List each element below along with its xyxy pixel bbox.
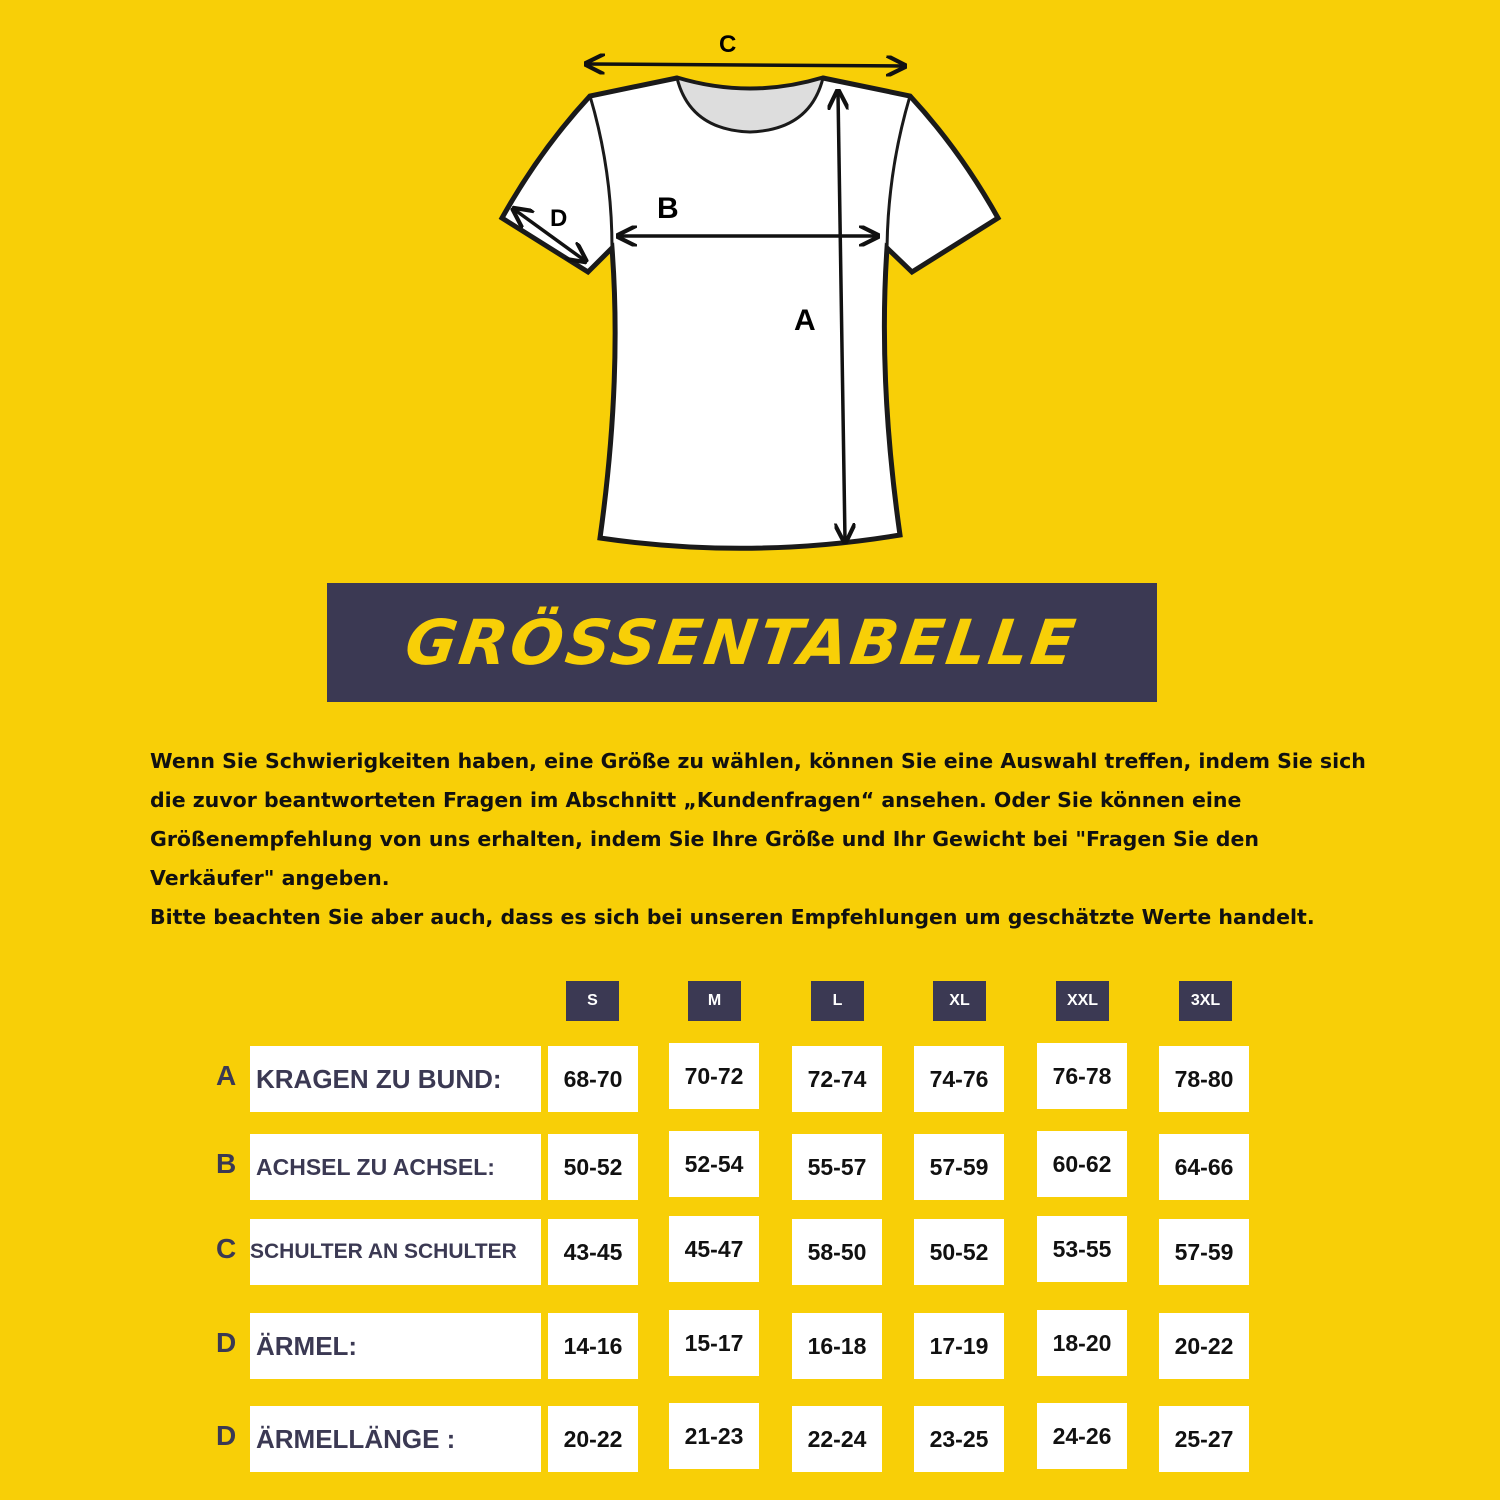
size-header-xl: XL [933, 981, 986, 1021]
table-cell: 57-59 [1159, 1219, 1249, 1285]
table-cell: 50-52 [914, 1219, 1004, 1285]
size-header-xxl: XXL [1056, 981, 1109, 1021]
table-cell: 18-20 [1037, 1310, 1127, 1376]
table-cell: 57-59 [914, 1134, 1004, 1200]
size-header-l: L [811, 981, 864, 1021]
page-title: GRÖSSENTABELLE [401, 606, 1083, 679]
table-cell: 78-80 [1159, 1046, 1249, 1112]
table-cell: 25-27 [1159, 1406, 1249, 1472]
arrow-c [588, 64, 903, 66]
table-cell: 16-18 [792, 1313, 882, 1379]
row-letter: A [216, 1060, 237, 1091]
row-letter: C [216, 1233, 237, 1264]
table-cell: 70-72 [669, 1043, 759, 1109]
table-cell: 20-22 [1159, 1313, 1249, 1379]
table-cell: 58-50 [792, 1219, 882, 1285]
label-a: A [794, 304, 816, 337]
table-cell: 55-57 [792, 1134, 882, 1200]
table-cell: 23-25 [914, 1406, 1004, 1472]
size-header-s: S [566, 981, 619, 1021]
row-letter: D [216, 1420, 237, 1451]
table-cell: 60-62 [1037, 1131, 1127, 1197]
table-cell: 76-78 [1037, 1043, 1127, 1109]
row-label: SCHULTER AN SCHULTER [250, 1219, 541, 1285]
row-label: ÄRMELLÄNGE : [250, 1406, 541, 1472]
label-c: C [719, 31, 737, 58]
table-cell: 64-66 [1159, 1134, 1249, 1200]
row-label: KRAGEN ZU BUND: [250, 1046, 541, 1112]
size-header-3xl: 3XL [1179, 981, 1232, 1021]
row-letter: D [216, 1327, 237, 1358]
intro-paragraph-1: Wenn Sie Schwierigkeiten haben, eine Größe zu wählen, können Sie eine Auswahl treffen, indem Sie sich die zuvor beantworteten Fragen im Abschnitt „Kundenfragen“ ansehen. Oder Sie können eine Größenempfehlung von uns erhalten, indem Sie Ihre Größe und Ihr Gewicht bei "Fragen Sie den Verkäufer" angeben. [150, 749, 1366, 890]
table-cell: 53-55 [1037, 1216, 1127, 1282]
tshirt-diagram [480, 20, 1020, 570]
table-cell: 14-16 [548, 1313, 638, 1379]
table-cell: 68-70 [548, 1046, 638, 1112]
table-cell: 21-23 [669, 1403, 759, 1469]
table-cell: 22-24 [792, 1406, 882, 1472]
tshirt-outline [502, 78, 998, 548]
table-cell: 17-19 [914, 1313, 1004, 1379]
intro-paragraph-2: Bitte beachten Sie aber auch, dass es sich bei unseren Empfehlungen um geschätzte Werte handelt. [150, 905, 1315, 929]
table-cell: 50-52 [548, 1134, 638, 1200]
row-letter: B [216, 1148, 237, 1179]
table-cell: 74-76 [914, 1046, 1004, 1112]
table-cell: 20-22 [548, 1406, 638, 1472]
table-cell: 43-45 [548, 1219, 638, 1285]
size-header-m: M [688, 981, 741, 1021]
title-banner [327, 583, 1157, 702]
table-cell: 52-54 [669, 1131, 759, 1197]
table-cell: 45-47 [669, 1216, 759, 1282]
label-b: B [657, 192, 679, 225]
label-d: D [550, 205, 568, 232]
table-cell: 72-74 [792, 1046, 882, 1112]
row-label: ÄRMEL: [250, 1313, 541, 1379]
intro-text [150, 742, 1380, 937]
table-cell: 15-17 [669, 1310, 759, 1376]
table-cell: 24-26 [1037, 1403, 1127, 1469]
row-label: ACHSEL ZU ACHSEL: [250, 1134, 541, 1200]
